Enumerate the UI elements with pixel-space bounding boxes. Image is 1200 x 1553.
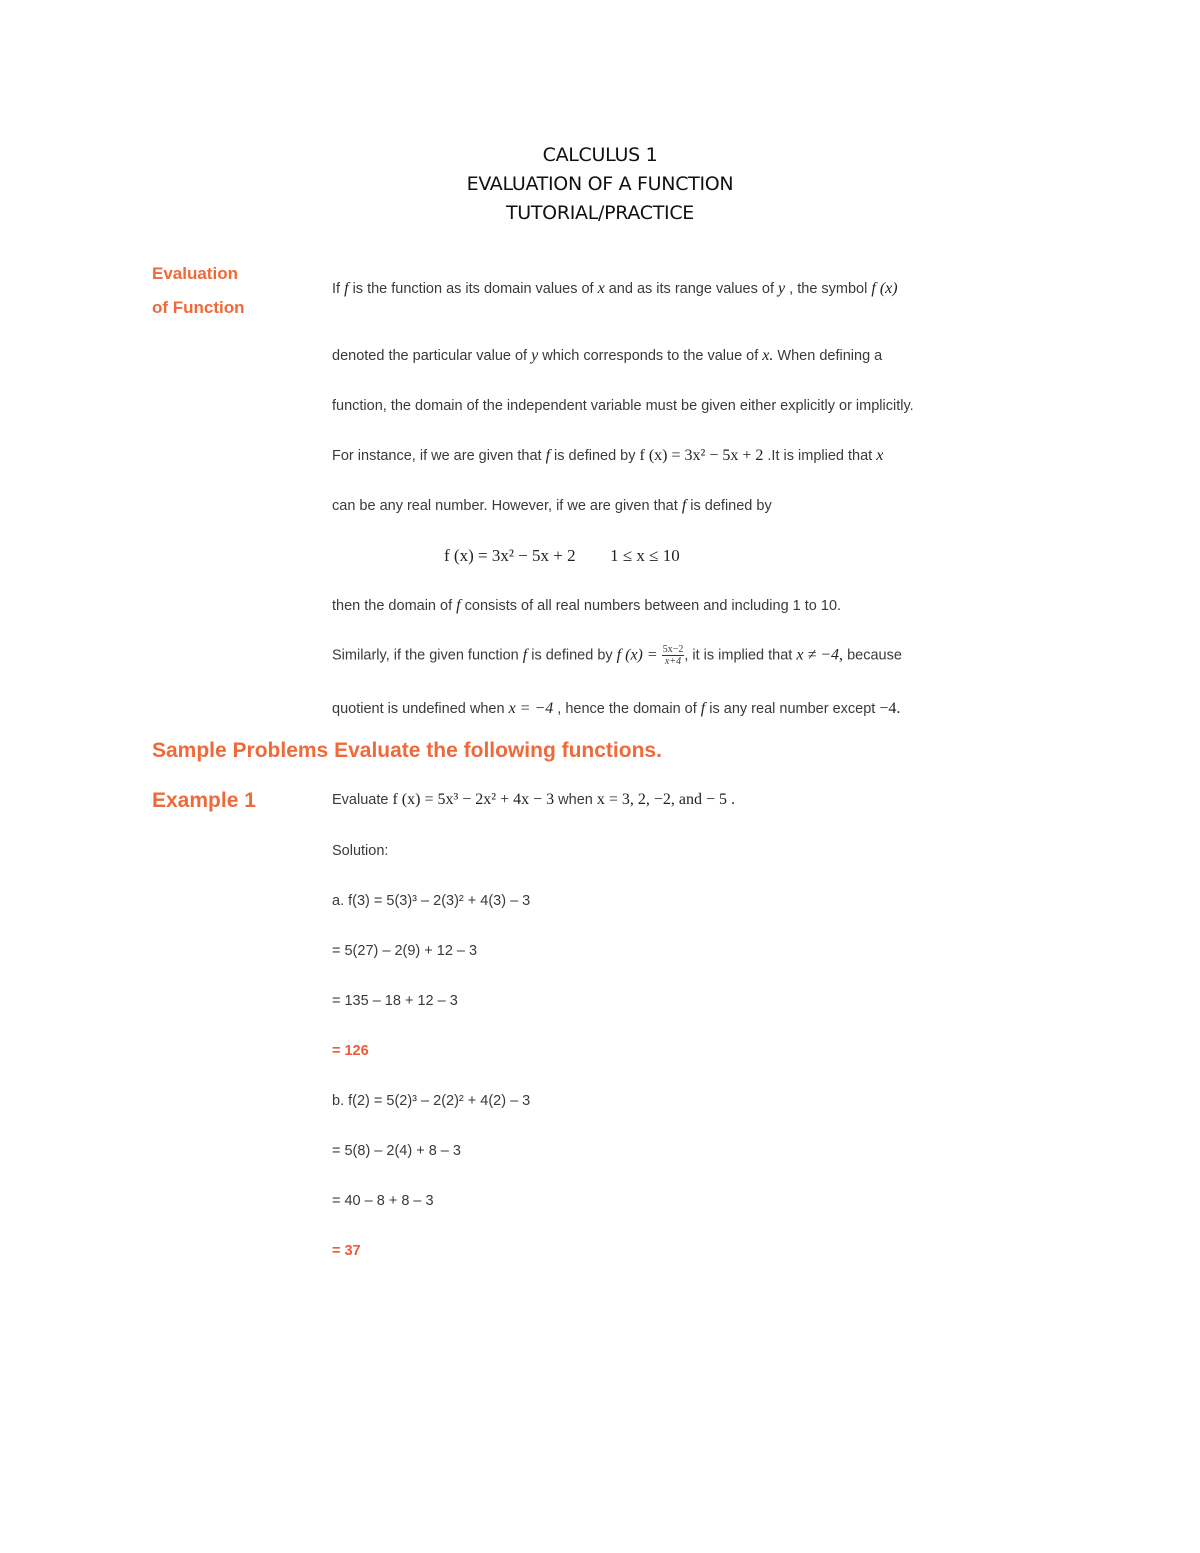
intro-line-4: For instance, if we are given that f is defined by f (x) = 3x² − 5x + 2 .It is implied that x xyxy=(332,447,884,464)
intro-line-5: can be any real number. However, if we are given that f is defined by xyxy=(332,497,772,514)
side-heading-evaluation: Evaluation xyxy=(152,264,238,283)
intro-line-6: then the domain of f consists of all real numbers between and including 1 to 10. xyxy=(332,597,842,614)
solution-a-step-1: a. f(3) = 5(3)³ – 2(3)² + 4(3) – 3 xyxy=(332,893,531,909)
intro-line-1: If f is the function as its domain values of x and as its range values of y , the symbol f (x) xyxy=(332,280,898,297)
intro-line-2: denoted the particular value of y which corresponds to the value of x. When defining a xyxy=(332,347,883,364)
intro-line-3: function, the domain of the independent variable must be given either explicitly or implicitly. xyxy=(332,398,914,414)
side-heading-of-function: of Function xyxy=(152,298,245,317)
example-1-heading: Example 1 xyxy=(152,789,256,812)
display-equation xyxy=(444,546,680,566)
fraction: $\frac{5x-2}{x+4}$ xyxy=(662,644,684,667)
equation-domain: 1 ≤ x ≤ 10 xyxy=(610,546,680,565)
doc-title-line3: TUTORIAL/PRACTICE xyxy=(505,202,695,224)
equation-main: f (x) = 3x² − 5x + 2 xyxy=(444,546,576,565)
doc-title-line2: EVALUATION OF A FUNCTION xyxy=(466,173,734,195)
example-1-prompt: Evaluate f (x) = 5x³ − 2x² + 4x − 3 when x = 3, 2, −2, and − 5 . xyxy=(332,791,736,808)
solution-a-answer: = 126 xyxy=(332,1043,369,1059)
solution-b-step-3: = 40 – 8 + 8 – 3 xyxy=(332,1193,434,1209)
doc-title-line1: CALCULUS 1 xyxy=(542,144,658,166)
sample-instruction: Evaluate the following functions. xyxy=(334,739,662,762)
solution-b-step-1: b. f(2) = 5(2)³ – 2(2)² + 4(2) – 3 xyxy=(332,1093,531,1109)
sample-problems-label: Sample Problems xyxy=(152,739,329,762)
solution-b-step-2: = 5(8) – 2(4) + 8 – 3 xyxy=(332,1143,461,1159)
intro-line-8: quotient is undefined when x = −4 , hence the domain of f is any real number except −4. xyxy=(332,700,901,717)
solution-a-step-3: = 135 – 18 + 12 – 3 xyxy=(332,993,458,1009)
solution-a-step-2: = 5(27) – 2(9) + 12 – 3 xyxy=(332,943,478,959)
sample-problems-heading xyxy=(152,739,662,763)
solution-b-answer: = 37 xyxy=(332,1243,361,1259)
intro-line-7: Similarly, if the given function f is defined by f (x) = $\frac{5x-2}{x+4}$ , it is implied that x ≠ −4, because xyxy=(332,644,902,667)
solution-label: Solution: xyxy=(332,843,389,859)
